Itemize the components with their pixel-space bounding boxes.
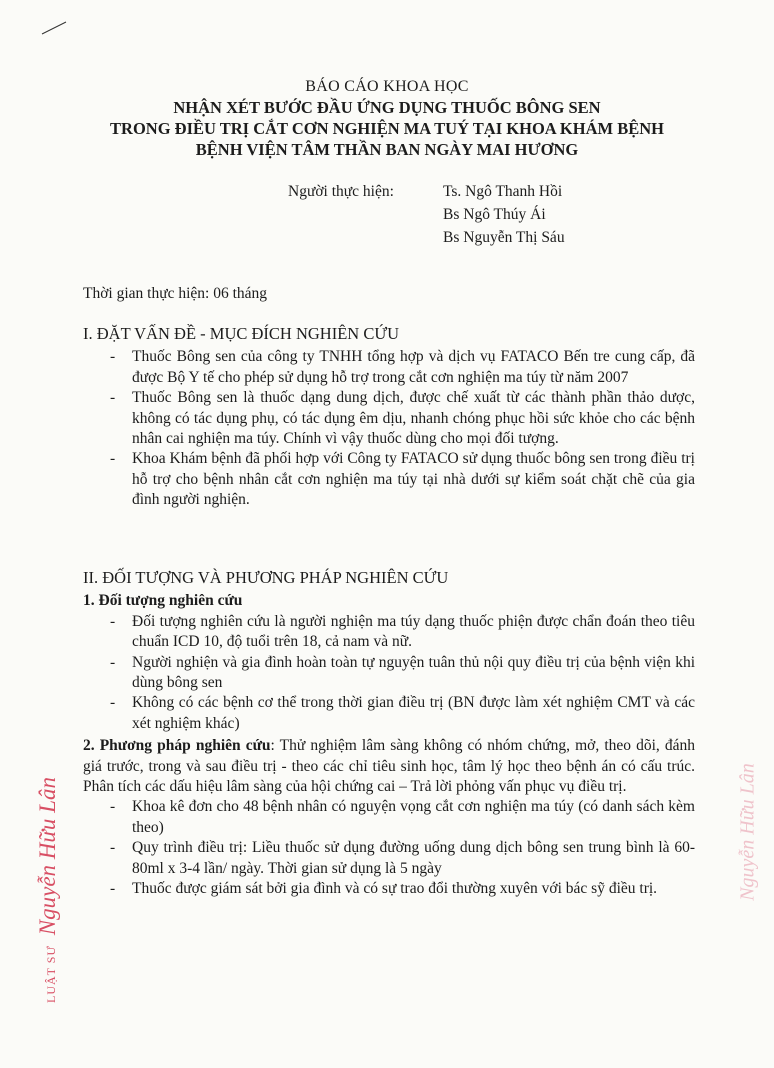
report-label: BÁO CÁO KHOA HỌC [305,78,469,95]
list-item [83,693,695,734]
list-item-text: Khoa kê đơn cho 48 bệnh nhân có nguyện vọng cắt cơn nghiện ma túy (có danh sách kèm theo) [132,798,695,836]
subsection-1-heading: 1. Đối tượng nghiên cứu [83,592,243,610]
lawyer-stamp-label: LUẬT SƯ [44,945,58,1003]
faded-stamp-text: Nguyễn Hữu Lân [736,763,759,901]
bullet-dash: - [110,839,116,857]
title-line-2: TRONG ĐIỀU TRỊ CẮT CƠN NGHIỆN MA TUÝ TẠI KHOA KHÁM BỆNH [110,119,664,138]
section-1-heading: I. ĐẶT VẤN ĐỀ - MỤC ĐÍCH NGHIÊN CỨU [83,324,400,343]
list-item-text: Khoa Khám bệnh đã phối hợp với Công ty FATACO sử dụng thuốc bông sen trong điều trị hỗ trợ cho bệnh nhân cắt cơn nghiện ma túy tại nhà dưới sự kiểm soát chặt chẽ của gia đình người nghiện. [132,450,695,509]
bullet-dash: - [110,389,116,407]
list-item-text: Đối tượng nghiên cứu là người nghiện ma túy dạng thuốc phiện được chẩn đoán theo tiêu chuẩn ICD 10, độ tuổi trên 18, cả nam và nữ. [132,612,695,651]
list-item [83,612,695,653]
list-item-text: Thuốc Bông sen của công ty TNHH tổng hợp và dịch vụ FATACO Bến tre cung cấp, đã được Bộ Y tế cho phép sử dụng hỗ trợ trong cắt cơn nghiện ma túy từ năm 2007 [132,348,695,386]
title-line-1: NHẬN XÉT BƯỚC ĐẦU ỨNG DỤNG THUỐC BÔNG SEN [173,98,601,117]
list-item [83,653,695,694]
list-item-text: Quy trình điều trị: Liều thuốc sử dụng đường uống dung dịch bông sen trung bình là 60-80ml x 3-4 lần/ ngày. Thời gian sử dụng là 5 ngày [132,839,695,877]
faded-stamp-bleed [728,763,768,901]
pen-stroke-mark [40,18,70,38]
duration-line: Thời gian thực hiện: 06 tháng [83,285,268,302]
bullet-dash: - [110,653,116,671]
lawyer-stamp-signature: Nguyễn Hữu Lân [35,777,60,936]
list-item [83,449,695,510]
author-name: Ts. Ngô Thanh Hồi [443,183,563,200]
section-2-heading: II. ĐỐI TƯỢNG VÀ PHƯƠNG PHÁP NGHIÊN CỨU [83,568,449,587]
bullet-dash: - [110,880,116,898]
lawyer-stamp-text [35,777,61,1003]
author-name: Bs Ngô Thúy Ái [443,206,546,223]
bullet-dash: - [110,348,116,366]
authors-names [443,180,565,249]
bullet-dash: - [110,694,116,712]
list-item [83,879,695,899]
list-item [83,388,695,449]
list-item-text: Thuốc được giám sát bởi gia đình và có sự trao đổi thường xuyên với bác sỹ điều trị. [132,880,658,898]
subsection-2-paragraph [83,736,695,797]
bullet-dash: - [110,450,116,468]
title-line-3: BỆNH VIỆN TÂM THẦN BAN NGÀY MAI HƯƠNG [195,140,579,159]
list-item [83,797,695,838]
list-item [83,838,695,879]
list-item-text: Người nghiện và gia đình hoàn toàn tự nguyện tuân thủ nội quy điều trị của bệnh viện khi dùng bông sen [132,653,695,692]
list-item [83,347,695,388]
author-name: Bs Nguyễn Thị Sáu [443,229,565,246]
authors-label: Người thực hiện: [288,183,394,200]
subsection-2-text: : Thử nghiệm lâm sàng không có nhóm chứng, mở, theo dõi, đánh giá trước, trong và sau điều trị - theo các chỉ tiêu sinh học, tâm lý học theo bệnh án có cấu trúc. Phân tích các dấu hiệu lâm sàng của hội chứng cai – Trả lời phỏng vấn phục vụ điều trị. [83,737,695,796]
list-item-text: Thuốc Bông sen là thuốc dạng dung dịch, được chế xuất từ các thành phần thảo dược, không có tác dụng phụ, có tác dụng êm dịu, nhanh chóng phục hồi sức khỏe cho các bệnh nhân cai nghiện ma túy. Chính vì vậy thuốc dùng cho mọi đối tượng. [132,389,695,448]
section-2 [83,568,695,900]
subsection-2-heading: 2. Phương pháp nghiên cứu [83,737,271,755]
bullet-dash: - [110,798,116,816]
bullet-dash: - [110,612,116,630]
section-1 [83,324,695,511]
list-item-text: Không có các bệnh cơ thể trong thời gian điều trị (BN được làm xét nghiệm CMT và các xét nghiệm khác) [132,694,695,732]
lawyer-stamp [22,750,74,1030]
